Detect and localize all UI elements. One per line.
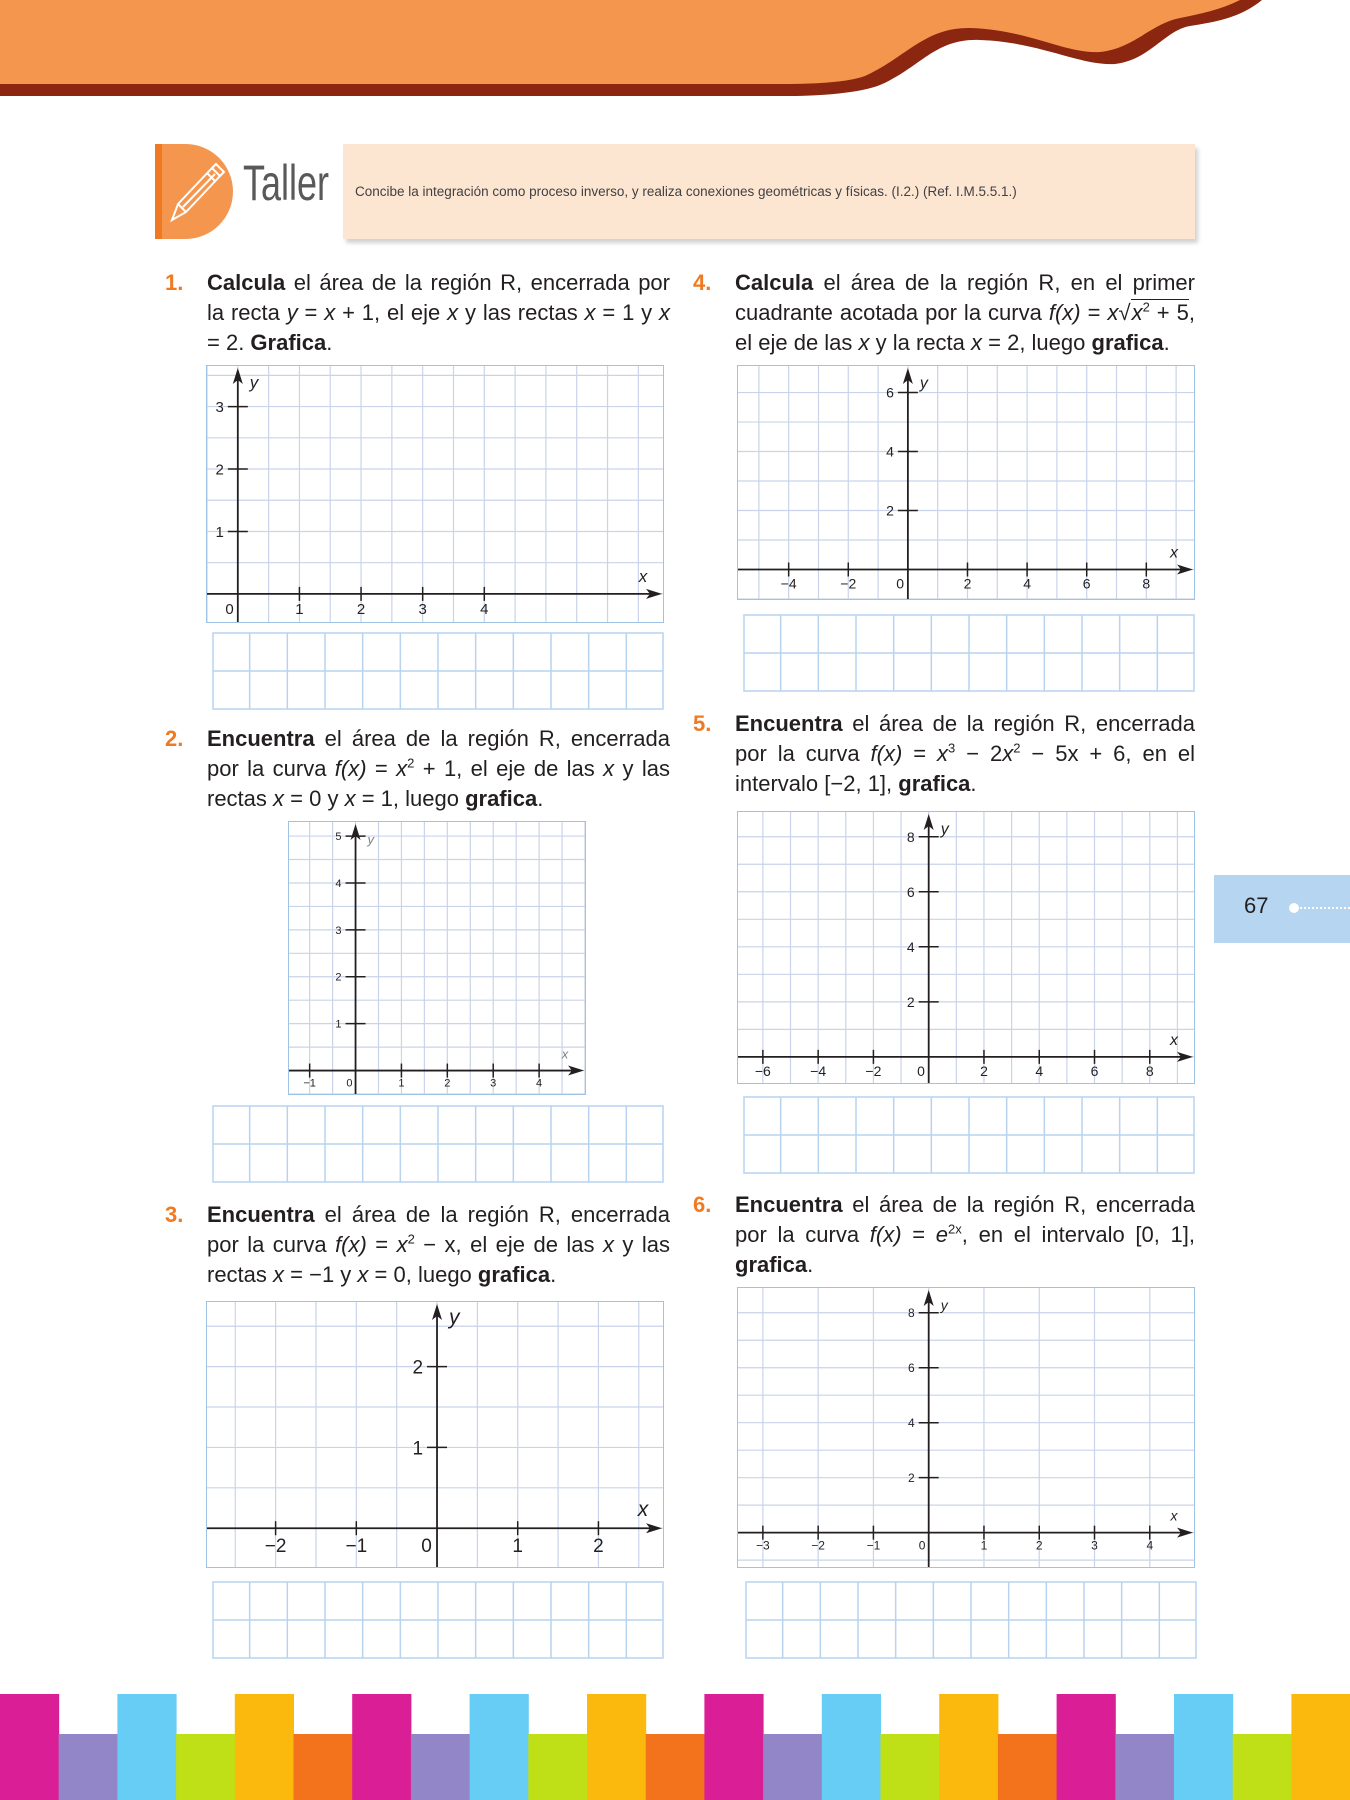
y-tick-label: 2 [412, 1357, 424, 1379]
exercise-6 [693, 1190, 1195, 1285]
x-axis-label: x [1170, 1507, 1178, 1524]
x-tick-label: 1 [398, 1077, 405, 1090]
exercise-2 [165, 724, 670, 819]
coordinate-grid [738, 1288, 1194, 1567]
x-tick-label: 2 [593, 1536, 604, 1558]
footer-bar [470, 1694, 529, 1800]
y-tick-label: 2 [215, 461, 224, 479]
y-axis-label: y [940, 1297, 948, 1313]
x-tick-label: 0 [917, 1062, 925, 1079]
exercise-statement: Calcula el área de la región R, encerrada por la recta y = x + 1, el eje x y las rectas x = 1 y x = 2. Grafica. [207, 270, 670, 355]
y-tick-label: 6 [908, 1361, 915, 1376]
footer-color-bars [0, 1694, 1350, 1800]
x-tick-label: 6 [1090, 1062, 1099, 1079]
footer-bar [235, 1694, 294, 1800]
x-axis-label: x [638, 566, 648, 586]
answer-box-exercise-1[interactable] [212, 632, 664, 710]
x-tick-label: −6 [754, 1062, 771, 1079]
y-axis-label: y [449, 1306, 460, 1329]
y-tick-label: 2 [906, 993, 915, 1010]
page-number-tab [1214, 875, 1350, 943]
x-tick-label: −2 [264, 1536, 287, 1558]
answer-box-exercise-5[interactable] [743, 1096, 1195, 1174]
graph-exercise-2[interactable] [288, 821, 586, 1095]
page-number: 67 [1244, 893, 1269, 918]
exercise-statement: Encuentra el área de la región R, encerrada por la curva $f(x) = e^{2x}$, en el intervalo [0, 1], grafica. [735, 1192, 1196, 1277]
x-tick-label: 4 [1023, 575, 1031, 592]
footer-bar [704, 1694, 763, 1800]
x-tick-label: 2 [980, 1062, 988, 1079]
x-tick-label: −2 [865, 1062, 882, 1079]
x-tick-label: −2 [811, 1538, 825, 1553]
coordinate-grid [738, 366, 1194, 599]
exercise-1 [165, 268, 670, 363]
y-tick-label: 2 [335, 971, 342, 984]
logo-word: Taller [243, 155, 330, 211]
coordinate-grid [207, 1302, 663, 1567]
footer-bar [1115, 1734, 1174, 1800]
objective-banner [343, 144, 1195, 239]
x-axis-label: x [1170, 544, 1178, 562]
x-tick-label: 0 [421, 1536, 432, 1558]
y-tick-label: 5 [335, 831, 342, 844]
exercise-5 [693, 709, 1195, 804]
x-tick-label: 2 [1035, 1538, 1043, 1553]
x-tick-label: 1 [295, 600, 304, 618]
y-tick-label: 8 [908, 1306, 915, 1321]
x-axis-label: x [637, 1498, 649, 1522]
answer-box-exercise-4[interactable] [743, 614, 1195, 692]
exercise-number: 4. [693, 270, 712, 295]
y-tick-label: 4 [906, 938, 915, 955]
footer-bar [176, 1734, 235, 1800]
exercise-statement: Encuentra el área de la región R, encerrada por la curva $f(x) = x^2 + 1$, el eje de las x y las rectas x = 0 y x = 1, luego grafica. [207, 726, 670, 811]
y-tick-label: 3 [335, 924, 342, 937]
footer-bar [528, 1734, 587, 1800]
x-tick-label: −1 [866, 1538, 881, 1553]
footer-bar [294, 1734, 353, 1800]
x-tick-label: 4 [536, 1077, 543, 1090]
y-tick-label: 6 [886, 384, 894, 401]
x-tick-label: 4 [480, 600, 489, 618]
exercise-number: 3. [165, 1202, 184, 1227]
x-axis-label: x [561, 1046, 569, 1062]
answer-box-exercise-2[interactable] [212, 1105, 664, 1183]
footer-bar [1291, 1694, 1350, 1800]
answer-box-exercise-3[interactable] [212, 1581, 664, 1659]
graph-exercise-1[interactable] [206, 365, 664, 623]
footer-bar [59, 1734, 118, 1800]
answer-grid [212, 1105, 664, 1183]
graph-exercise-5[interactable] [737, 811, 1195, 1084]
x-tick-label: 4 [1035, 1062, 1044, 1079]
y-axis-label: y [940, 821, 949, 838]
pencil-icon [162, 144, 232, 239]
y-tick-label: 2 [886, 502, 894, 519]
x-tick-label: 0 [918, 1538, 926, 1553]
footer-bar [822, 1694, 881, 1800]
x-tick-label: −2 [840, 575, 857, 592]
top-wave-banner [0, 0, 1350, 100]
graph-exercise-6[interactable] [737, 1287, 1195, 1568]
exercise-statement: Encuentra el área de la región R, encerrada por la curva $f(x) = x^3 - 2x^2 - 5x + 6$, en el intervalo [−2, 1], grafica. [735, 711, 1195, 796]
tab-dot [1289, 903, 1299, 913]
graph-exercise-3[interactable] [206, 1301, 664, 1568]
coordinate-grid [289, 822, 585, 1094]
answer-grid [743, 1096, 1195, 1174]
answer-grid [743, 614, 1195, 692]
y-tick-label: 4 [908, 1416, 915, 1431]
footer-bar [939, 1694, 998, 1800]
tab-dotted-line [1300, 907, 1350, 909]
footer-bar [1174, 1694, 1233, 1800]
x-tick-label: −4 [810, 1062, 827, 1079]
y-tick-label: 8 [906, 828, 915, 845]
footer-bar [117, 1694, 176, 1800]
footer-bar [0, 1694, 59, 1800]
x-tick-label: −4 [780, 575, 797, 592]
y-tick-label: 4 [335, 877, 342, 890]
objective-text: Concibe la integración como proceso inverso, y realiza conexiones geométricas y físicas. (I.2.) (Ref. I.M.5.5.1.) [355, 184, 1017, 199]
graph-exercise-4[interactable] [737, 365, 1195, 600]
y-axis-label: y [249, 373, 259, 392]
x-tick-label: 0 [225, 600, 234, 618]
x-tick-label: 3 [490, 1077, 497, 1090]
x-tick-label: 2 [444, 1077, 451, 1090]
exercise-statement: Calcula el área de la región R, en el primer cuadrante acotada por la curva $f(x) = x√x^2 + 5$, el eje de las x y la recta x = 2, luego grafica. [735, 270, 1196, 355]
x-tick-label: 3 [1091, 1538, 1098, 1553]
y-tick-label: 1 [335, 1018, 342, 1031]
footer-bar [1057, 1694, 1116, 1800]
answer-grid [745, 1581, 1197, 1659]
exercise-number: 2. [165, 726, 184, 751]
exercise-statement: Encuentra el área de la región R, encerrada por la curva $f(x) = x^2 - x$, el eje de las x y las rectas x = −1 y x = 0, luego grafica. [207, 1202, 670, 1287]
x-tick-label: −3 [756, 1538, 770, 1553]
footer-bar [998, 1734, 1057, 1800]
x-axis-label: x [1170, 1031, 1178, 1049]
y-tick-label: 1 [215, 523, 224, 541]
x-tick-label: 8 [1145, 1062, 1154, 1079]
y-tick-label: 3 [215, 398, 224, 416]
x-tick-label: 4 [1146, 1538, 1154, 1553]
footer-bar [881, 1734, 940, 1800]
x-tick-label: 0 [896, 575, 905, 592]
footer-bar [1233, 1734, 1292, 1800]
x-tick-label: 2 [963, 575, 972, 592]
answer-box-exercise-6[interactable] [745, 1581, 1197, 1659]
exercise-3 [165, 1200, 670, 1295]
x-tick-label: 1 [980, 1538, 988, 1553]
y-tick-label: 2 [908, 1470, 915, 1485]
coordinate-grid [207, 366, 663, 622]
y-axis-label: y [367, 832, 375, 847]
footer-bar [352, 1694, 411, 1800]
footer-bar [587, 1694, 646, 1800]
footer-bar [763, 1734, 822, 1800]
x-tick-label: 6 [1082, 575, 1091, 592]
x-tick-label: 2 [356, 600, 366, 618]
answer-grid [212, 1581, 664, 1659]
y-tick-label: 6 [906, 883, 915, 900]
x-tick-label: −1 [303, 1077, 316, 1090]
x-tick-label: 8 [1142, 575, 1151, 592]
x-tick-label: 0 [346, 1077, 353, 1090]
x-tick-label: 1 [512, 1536, 524, 1558]
y-axis-label: y [919, 375, 928, 392]
taller-logo [155, 144, 343, 239]
y-tick-label: 4 [886, 443, 894, 460]
coordinate-grid [738, 812, 1194, 1083]
footer-bar [411, 1734, 470, 1800]
exercise-number: 1. [165, 270, 184, 295]
exercise-number: 6. [693, 1192, 712, 1217]
x-tick-label: −1 [345, 1536, 368, 1558]
footer-bar [646, 1734, 705, 1800]
exercise-4 [693, 268, 1195, 363]
exercise-number: 5. [693, 711, 712, 736]
logo-badge [155, 144, 233, 239]
answer-grid [212, 632, 664, 710]
x-tick-label: 3 [418, 600, 427, 618]
y-tick-label: 1 [412, 1438, 424, 1460]
